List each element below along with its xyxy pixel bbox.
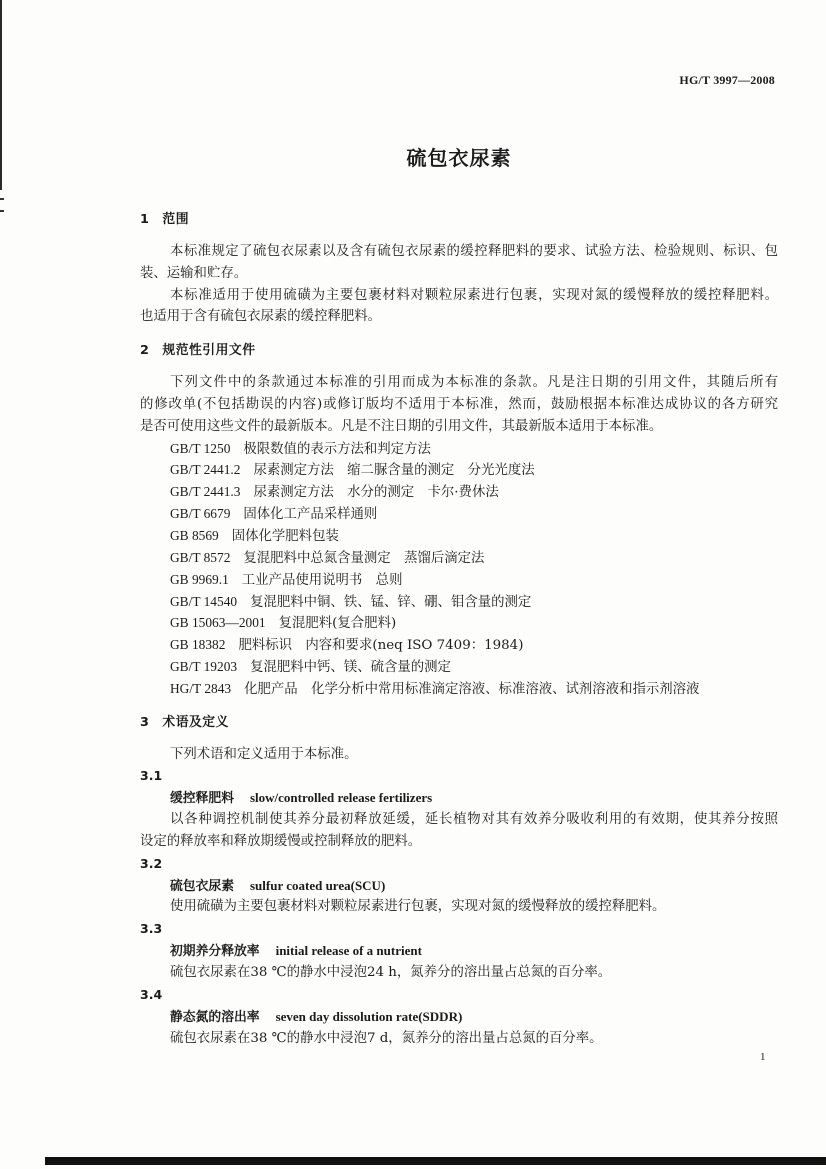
section-number: 1 bbox=[140, 212, 150, 227]
page-bottom-rule bbox=[45, 1157, 826, 1165]
term-line bbox=[140, 940, 778, 962]
term-line bbox=[140, 787, 778, 809]
term-line bbox=[140, 1006, 778, 1028]
reference-item bbox=[140, 634, 778, 656]
section-heading bbox=[140, 197, 778, 241]
reference-title: 复混肥料中铜、铁、锰、锌、硼、钼含量的测定 bbox=[250, 594, 532, 610]
reference-title: 复混肥料(复合肥料) bbox=[278, 616, 397, 632]
reference-code: GB 18382 bbox=[170, 637, 226, 653]
scan-edge-mark bbox=[0, 210, 4, 212]
definition-line: 使用硫磺为主要包裹材料对颗粒尿素进行包裹，实现对氮的缓慢释放的缓控释肥料。 bbox=[170, 899, 666, 915]
reference-code: GB/T 8572 bbox=[170, 549, 231, 565]
paragraph-line: 也适用于含有硫包衣尿素的缓控释肥料。 bbox=[140, 309, 382, 325]
reference-code: HG/T 2843 bbox=[170, 680, 232, 696]
reference-item bbox=[140, 569, 778, 591]
section-title: 范围 bbox=[162, 212, 189, 227]
term-chinese: 缓控释肥料 bbox=[170, 791, 234, 807]
term-chinese: 初期养分释放率 bbox=[170, 944, 260, 960]
term-english: initial release of a nutrient bbox=[275, 943, 422, 959]
section-scope bbox=[140, 197, 778, 328]
term-entry bbox=[140, 918, 778, 984]
reference-item bbox=[140, 591, 778, 613]
term-number: 3.2 bbox=[140, 855, 163, 871]
term-chinese: 硫包衣尿素 bbox=[170, 878, 234, 894]
definition-line: 设定的释放率和释放期缓慢或控制释放的肥料。 bbox=[140, 833, 422, 849]
reference-title: 尿素测定方法 缩二脲含量的测定 分光光度法 bbox=[253, 463, 535, 479]
reference-title: 工业产品使用说明书 总则 bbox=[241, 572, 403, 588]
paragraph-line: 装、运输和贮存。 bbox=[140, 265, 248, 281]
reference-code: GB 8569 bbox=[170, 527, 219, 543]
term-english: sulfur coated urea(SCU) bbox=[249, 877, 386, 893]
document-body bbox=[140, 197, 778, 1049]
reference-title: 化肥产品 化学分析中常用标准滴定溶液、标准溶液、试剂溶液和指示剂溶液 bbox=[244, 681, 700, 697]
term-entry bbox=[140, 765, 778, 852]
reference-title: 复混肥料中钙、镁、硫含量的测定 bbox=[250, 660, 451, 676]
term-line bbox=[140, 875, 778, 897]
section-number: 3 bbox=[140, 714, 150, 730]
term-english: slow/controlled release fertilizers bbox=[249, 790, 433, 806]
reference-title: 固体化工产品采样通则 bbox=[243, 507, 378, 523]
term-number: 3.1 bbox=[140, 768, 163, 784]
reference-item bbox=[140, 503, 778, 525]
section-title: 规范性引用文件 bbox=[162, 343, 256, 359]
section-terms-definitions bbox=[140, 700, 778, 1050]
reference-code: GB 9969.1 bbox=[170, 571, 229, 587]
reference-code: GB/T 6679 bbox=[170, 506, 231, 522]
term-number: 3.4 bbox=[140, 986, 163, 1002]
reference-item bbox=[140, 678, 778, 700]
term-chinese: 静态氮的溶出率 bbox=[170, 1009, 260, 1025]
reference-title: 极限数值的表示方法和判定方法 bbox=[243, 441, 431, 457]
reference-item bbox=[140, 438, 778, 460]
reference-title: 固体化学肥料包装 bbox=[231, 528, 339, 544]
reference-code: GB/T 14540 bbox=[170, 593, 238, 609]
page-number: 1 bbox=[760, 1051, 766, 1063]
scan-edge-mark bbox=[0, 198, 4, 200]
standard-code: HG/T 3997—2008 bbox=[679, 73, 775, 87]
paragraph-line: 下列文件中的条款通过本标准的引用而成为本标准的条款。凡是注日期的引用文件，其随后所有 bbox=[170, 375, 778, 391]
document-title: 硫包衣尿素 bbox=[406, 146, 512, 170]
definition-line: 硫包衣尿素在38 ℃的静水中浸泡24 h，氮养分的溶出量占总氮的百分率。 bbox=[170, 965, 612, 980]
reference-code: GB 15063—2001 bbox=[170, 615, 266, 631]
paragraph-line: 是否可使用这些文件的最新版本。凡是不注日期的引用文件，其最新版本适用于本标准。 bbox=[140, 418, 663, 434]
section-heading bbox=[140, 700, 778, 744]
scan-edge-line bbox=[0, 0, 2, 190]
reference-item bbox=[140, 459, 778, 481]
definition-line: 以各种调控机制使其养分最初释放延缓，延长植物对其有效养分吸收利用的有效期，使其养分按照 bbox=[170, 812, 778, 828]
reference-item bbox=[140, 612, 778, 634]
reference-code: GB/T 19203 bbox=[170, 659, 238, 675]
section-heading bbox=[140, 328, 778, 372]
reference-item bbox=[140, 481, 778, 503]
section-normative-references bbox=[140, 328, 778, 700]
reference-code: GB/T 2441.2 bbox=[170, 462, 241, 478]
paragraph-line: 本标准适用于使用硫磺为主要包裹材料对颗粒尿素进行包裹，实现对氮的缓慢释放的缓控释肥料。 bbox=[170, 287, 778, 303]
paragraph-line: 本标准规定了硫包衣尿素以及含有硫包衣尿素的缓控释肥料的要求、试验方法、检验规则、标识、包 bbox=[170, 243, 778, 259]
section-number: 2 bbox=[140, 343, 150, 359]
reference-item bbox=[140, 656, 778, 678]
term-entry bbox=[140, 984, 778, 1050]
section-title: 术语及定义 bbox=[162, 714, 229, 730]
reference-item bbox=[140, 525, 778, 547]
reference-title: 复混肥料中总氮含量测定 蒸馏后滴定法 bbox=[243, 550, 485, 566]
paragraph-line: 的修改单(不包括勘误的内容)或修订版均不适用于本标准，然而，鼓励根据本标准达成协议的各方研究 bbox=[140, 396, 778, 412]
term-english: seven day dissolution rate(SDDR) bbox=[275, 1008, 463, 1024]
reference-title: 肥料标识 内容和要求(neq ISO 7409：1984) bbox=[238, 638, 524, 654]
reference-code: GB/T 2441.3 bbox=[170, 484, 241, 500]
definition-line: 硫包衣尿素在38 ℃的静水中浸泡7 d，氮养分的溶出量占总氮的百分率。 bbox=[170, 1030, 603, 1046]
reference-item bbox=[140, 547, 778, 569]
term-entry bbox=[140, 853, 778, 919]
term-number: 3.3 bbox=[140, 921, 163, 937]
reference-code: GB/T 1250 bbox=[170, 440, 231, 456]
reference-title: 尿素测定方法 水分的测定 卡尔·费休法 bbox=[253, 485, 499, 501]
section-intro: 下列术语和定义适用于本标准。 bbox=[170, 746, 358, 762]
